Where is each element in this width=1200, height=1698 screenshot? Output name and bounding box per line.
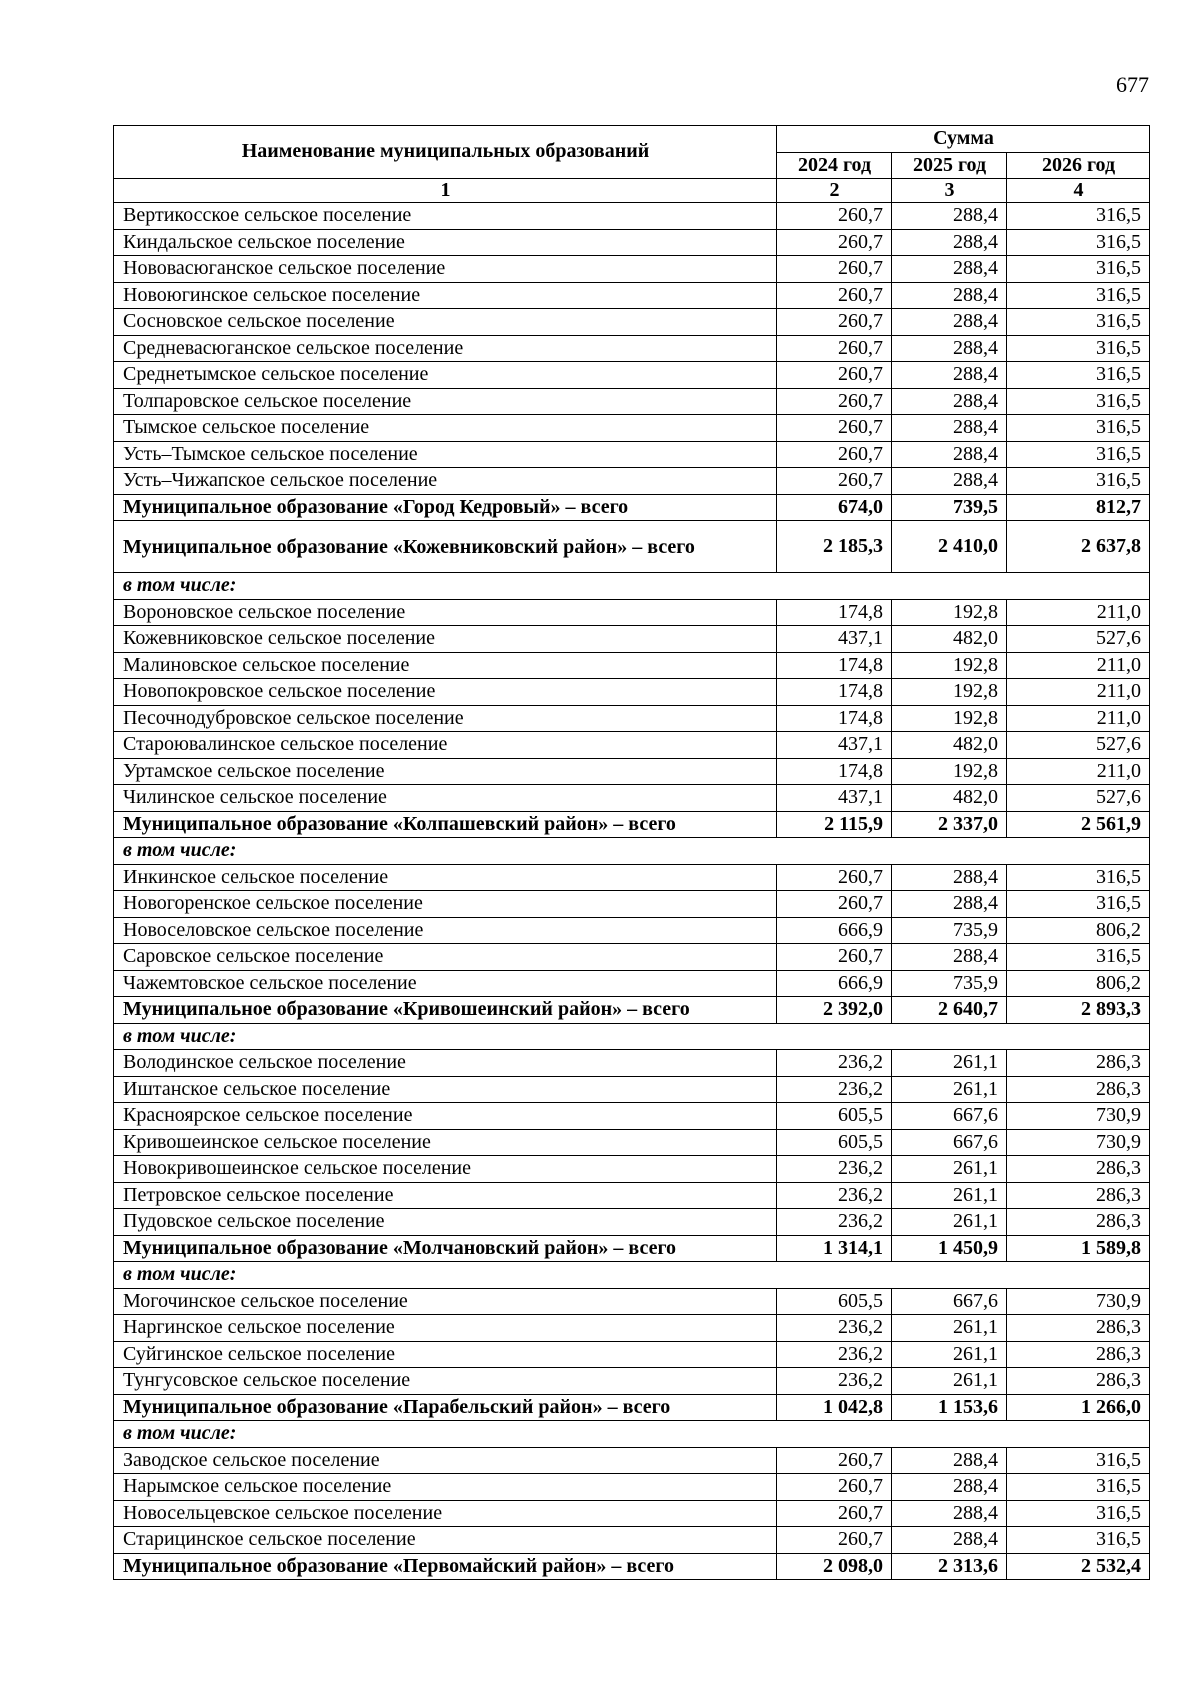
column-number: 2 [777, 179, 892, 203]
total-row [114, 1394, 1150, 1421]
amount-2024: 174,8 [777, 758, 892, 785]
table-body [114, 203, 1150, 1580]
subheading-row [114, 1421, 1150, 1448]
amount-2025: 288,4 [892, 388, 1007, 415]
table-header [114, 126, 1150, 203]
municipality-name: Заводское сельское поселение [114, 1447, 777, 1474]
table-row [114, 970, 1150, 997]
amount-2026: 730,9 [1007, 1103, 1150, 1130]
amount-2024: 174,8 [777, 599, 892, 626]
amount-2025: 288,4 [892, 891, 1007, 918]
table-row [114, 1315, 1150, 1342]
municipality-name: Муниципальное образование «Первомайский район» – всего [114, 1553, 777, 1580]
amount-2024: 666,9 [777, 917, 892, 944]
amount-2024: 2 392,0 [777, 997, 892, 1024]
amount-2025: 261,1 [892, 1156, 1007, 1183]
amount-2026: 286,3 [1007, 1182, 1150, 1209]
amount-2024: 260,7 [777, 1527, 892, 1554]
table-row [114, 1050, 1150, 1077]
amount-2026: 527,6 [1007, 732, 1150, 759]
municipality-name: Саровское сельское поселение [114, 944, 777, 971]
table-row [114, 256, 1150, 283]
subheading-row [114, 838, 1150, 865]
amount-2026: 316,5 [1007, 335, 1150, 362]
amount-2025: 261,1 [892, 1209, 1007, 1236]
amount-2025: 667,6 [892, 1103, 1007, 1130]
amount-2024: 260,7 [777, 388, 892, 415]
amount-2024: 605,5 [777, 1103, 892, 1130]
amount-2024: 1 314,1 [777, 1235, 892, 1262]
budget-table [113, 125, 1150, 1580]
amount-2024: 236,2 [777, 1368, 892, 1395]
municipality-name: Тунгусовское сельское поселение [114, 1368, 777, 1395]
table-row [114, 1368, 1150, 1395]
amount-2025: 735,9 [892, 917, 1007, 944]
municipality-name: Усть–Тымское сельское поселение [114, 441, 777, 468]
amount-2025: 482,0 [892, 732, 1007, 759]
amount-2024: 2 185,3 [777, 521, 892, 573]
municipality-name: Красноярское сельское поселение [114, 1103, 777, 1130]
amount-2025: 667,6 [892, 1288, 1007, 1315]
amount-2026: 211,0 [1007, 679, 1150, 706]
amount-2024: 260,7 [777, 309, 892, 336]
municipality-name: Нововасюганское сельское поселение [114, 256, 777, 283]
municipality-name: Новогоренское сельское поселение [114, 891, 777, 918]
amount-2026: 806,2 [1007, 917, 1150, 944]
municipality-name: Песочнодубровское сельское поселение [114, 705, 777, 732]
amount-2024: 605,5 [777, 1288, 892, 1315]
municipality-name: Чажемтовское сельское поселение [114, 970, 777, 997]
total-row [114, 494, 1150, 521]
amount-2024: 666,9 [777, 970, 892, 997]
amount-2026: 730,9 [1007, 1288, 1150, 1315]
amount-2025: 288,4 [892, 441, 1007, 468]
subheading-label: в том числе: [114, 573, 1150, 600]
table-row [114, 388, 1150, 415]
municipality-name: Толпаровское сельское поселение [114, 388, 777, 415]
table-row [114, 944, 1150, 971]
table-row [114, 652, 1150, 679]
total-row [114, 811, 1150, 838]
municipality-name: Среднетымское сельское поселение [114, 362, 777, 389]
table-row [114, 1341, 1150, 1368]
table-row [114, 362, 1150, 389]
amount-2026: 316,5 [1007, 1474, 1150, 1501]
amount-2025: 288,4 [892, 282, 1007, 309]
municipality-name: Нарымское сельское поселение [114, 1474, 777, 1501]
subheading-label: в том числе: [114, 1421, 1150, 1448]
subheading-label: в том числе: [114, 1262, 1150, 1289]
municipality-name: Старицинское сельское поселение [114, 1527, 777, 1554]
municipality-name: Новокривошеинское сельское поселение [114, 1156, 777, 1183]
amount-2026: 316,5 [1007, 229, 1150, 256]
municipality-name: Муниципальное образование «Кожевниковский район» – всего [114, 521, 777, 573]
amount-2026: 316,5 [1007, 441, 1150, 468]
amount-2024: 260,7 [777, 1500, 892, 1527]
table-row [114, 1156, 1150, 1183]
municipality-name: Муниципальное образование «Парабельский район» – всего [114, 1394, 777, 1421]
amount-2026: 286,3 [1007, 1050, 1150, 1077]
municipality-name: Иштанское сельское поселение [114, 1076, 777, 1103]
amount-2025: 288,4 [892, 362, 1007, 389]
table-row [114, 1209, 1150, 1236]
amount-2025: 261,1 [892, 1368, 1007, 1395]
amount-2026: 286,3 [1007, 1076, 1150, 1103]
amount-2026: 211,0 [1007, 599, 1150, 626]
header-year-2025: 2025 год [892, 152, 1007, 179]
municipality-name: Кривошеинское сельское поселение [114, 1129, 777, 1156]
amount-2024: 260,7 [777, 282, 892, 309]
total-row [114, 1235, 1150, 1262]
amount-2026: 286,3 [1007, 1315, 1150, 1342]
subheading-label: в том числе: [114, 838, 1150, 865]
amount-2025: 482,0 [892, 626, 1007, 653]
amount-2025: 288,4 [892, 1527, 1007, 1554]
municipality-name: Новопокровское сельское поселение [114, 679, 777, 706]
table-row [114, 785, 1150, 812]
amount-2025: 1 153,6 [892, 1394, 1007, 1421]
amount-2026: 806,2 [1007, 970, 1150, 997]
municipality-name: Новосельцевское сельское поселение [114, 1500, 777, 1527]
amount-2024: 236,2 [777, 1156, 892, 1183]
amount-2026: 316,5 [1007, 388, 1150, 415]
table-row [114, 864, 1150, 891]
amount-2026: 316,5 [1007, 282, 1150, 309]
amount-2026: 316,5 [1007, 309, 1150, 336]
amount-2026: 316,5 [1007, 415, 1150, 442]
municipality-name: Инкинское сельское поселение [114, 864, 777, 891]
subheading-label: в том числе: [114, 1023, 1150, 1050]
amount-2024: 236,2 [777, 1182, 892, 1209]
table-row [114, 891, 1150, 918]
amount-2026: 286,3 [1007, 1368, 1150, 1395]
amount-2025: 288,4 [892, 1474, 1007, 1501]
amount-2026: 316,5 [1007, 1527, 1150, 1554]
total-row [114, 521, 1150, 573]
amount-2024: 174,8 [777, 652, 892, 679]
amount-2024: 174,8 [777, 705, 892, 732]
table-row [114, 679, 1150, 706]
amount-2026: 211,0 [1007, 758, 1150, 785]
municipality-name: Чилинское сельское поселение [114, 785, 777, 812]
amount-2024: 260,7 [777, 441, 892, 468]
table-row [114, 1288, 1150, 1315]
amount-2025: 288,4 [892, 864, 1007, 891]
page-number: 677 [1116, 72, 1149, 97]
municipality-name: Сосновское сельское поселение [114, 309, 777, 336]
amount-2025: 288,4 [892, 1447, 1007, 1474]
amount-2024: 437,1 [777, 785, 892, 812]
header-sum: Сумма [777, 126, 1150, 153]
municipality-name: Тымское сельское поселение [114, 415, 777, 442]
amount-2026: 2 893,3 [1007, 997, 1150, 1024]
table-row [114, 1182, 1150, 1209]
table-row [114, 917, 1150, 944]
municipality-name: Вороновское сельское поселение [114, 599, 777, 626]
amount-2024: 260,7 [777, 256, 892, 283]
table-row [114, 705, 1150, 732]
municipality-name: Петровское сельское поселение [114, 1182, 777, 1209]
amount-2024: 2 115,9 [777, 811, 892, 838]
amount-2024: 1 042,8 [777, 1394, 892, 1421]
amount-2026: 527,6 [1007, 785, 1150, 812]
table-row [114, 441, 1150, 468]
municipality-name: Уртамское сельское поселение [114, 758, 777, 785]
amount-2025: 261,1 [892, 1050, 1007, 1077]
amount-2026: 316,5 [1007, 203, 1150, 230]
subheading-row [114, 573, 1150, 600]
amount-2025: 288,4 [892, 203, 1007, 230]
amount-2026: 1 589,8 [1007, 1235, 1150, 1262]
table-row [114, 1500, 1150, 1527]
table-row [114, 1474, 1150, 1501]
amount-2024: 260,7 [777, 335, 892, 362]
table-row [114, 335, 1150, 362]
amount-2025: 2 640,7 [892, 997, 1007, 1024]
amount-2026: 286,3 [1007, 1209, 1150, 1236]
municipality-name: Вертикосское сельское поселение [114, 203, 777, 230]
amount-2026: 211,0 [1007, 705, 1150, 732]
amount-2026: 211,0 [1007, 652, 1150, 679]
amount-2024: 260,7 [777, 415, 892, 442]
amount-2025: 288,4 [892, 1500, 1007, 1527]
amount-2025: 2 410,0 [892, 521, 1007, 573]
municipality-name: Суйгинское сельское поселение [114, 1341, 777, 1368]
municipality-name: Малиновское сельское поселение [114, 652, 777, 679]
amount-2024: 2 098,0 [777, 1553, 892, 1580]
amount-2026: 2 561,9 [1007, 811, 1150, 838]
table-row [114, 1103, 1150, 1130]
municipality-name: Новоюгинское сельское поселение [114, 282, 777, 309]
amount-2025: 1 450,9 [892, 1235, 1007, 1262]
municipality-name: Средневасюганское сельское поселение [114, 335, 777, 362]
header-name: Наименование муниципальных образований [114, 126, 777, 179]
column-number: 1 [114, 179, 777, 203]
table-row [114, 626, 1150, 653]
amount-2024: 260,7 [777, 1447, 892, 1474]
amount-2025: 288,4 [892, 944, 1007, 971]
amount-2024: 260,7 [777, 468, 892, 495]
amount-2025: 261,1 [892, 1182, 1007, 1209]
amount-2024: 605,5 [777, 1129, 892, 1156]
amount-2024: 260,7 [777, 891, 892, 918]
amount-2024: 260,7 [777, 864, 892, 891]
municipality-name: Пудовское сельское поселение [114, 1209, 777, 1236]
table-row [114, 1076, 1150, 1103]
municipality-name: Володинское сельское поселение [114, 1050, 777, 1077]
amount-2024: 236,2 [777, 1315, 892, 1342]
amount-2026: 2 637,8 [1007, 521, 1150, 573]
amount-2026: 316,5 [1007, 256, 1150, 283]
table-row [114, 1527, 1150, 1554]
subheading-row [114, 1262, 1150, 1289]
amount-2025: 192,8 [892, 758, 1007, 785]
amount-2025: 288,4 [892, 468, 1007, 495]
municipality-name: Муниципальное образование «Кривошеинский район» – всего [114, 997, 777, 1024]
amount-2025: 667,6 [892, 1129, 1007, 1156]
amount-2026: 316,5 [1007, 944, 1150, 971]
table-row [114, 282, 1150, 309]
municipality-name: Новоселовское сельское поселение [114, 917, 777, 944]
amount-2024: 236,2 [777, 1076, 892, 1103]
amount-2025: 261,1 [892, 1315, 1007, 1342]
table-row [114, 309, 1150, 336]
amount-2024: 437,1 [777, 732, 892, 759]
table-row [114, 1129, 1150, 1156]
amount-2025: 261,1 [892, 1341, 1007, 1368]
amount-2026: 2 532,4 [1007, 1553, 1150, 1580]
header-year-2024: 2024 год [777, 152, 892, 179]
amount-2025: 2 313,6 [892, 1553, 1007, 1580]
municipality-name: Муниципальное образование «Молчановский район» – всего [114, 1235, 777, 1262]
municipality-name: Могочинское сельское поселение [114, 1288, 777, 1315]
amount-2026: 316,5 [1007, 468, 1150, 495]
amount-2025: 739,5 [892, 494, 1007, 521]
amount-2026: 286,3 [1007, 1341, 1150, 1368]
amount-2026: 812,7 [1007, 494, 1150, 521]
subheading-row [114, 1023, 1150, 1050]
amount-2025: 288,4 [892, 229, 1007, 256]
amount-2025: 192,8 [892, 679, 1007, 706]
municipality-name: Муниципальное образование «Колпашевский район» – всего [114, 811, 777, 838]
amount-2024: 260,7 [777, 944, 892, 971]
amount-2024: 236,2 [777, 1209, 892, 1236]
amount-2025: 735,9 [892, 970, 1007, 997]
amount-2025: 2 337,0 [892, 811, 1007, 838]
amount-2024: 260,7 [777, 203, 892, 230]
amount-2026: 316,5 [1007, 1500, 1150, 1527]
amount-2024: 236,2 [777, 1050, 892, 1077]
amount-2025: 288,4 [892, 335, 1007, 362]
table-row [114, 203, 1150, 230]
column-number: 3 [892, 179, 1007, 203]
total-row [114, 997, 1150, 1024]
column-number: 4 [1007, 179, 1150, 203]
amount-2026: 316,5 [1007, 362, 1150, 389]
table-row [114, 732, 1150, 759]
amount-2024: 437,1 [777, 626, 892, 653]
amount-2025: 288,4 [892, 256, 1007, 283]
amount-2025: 192,8 [892, 599, 1007, 626]
header-year-2026: 2026 год [1007, 152, 1150, 179]
municipality-name: Староювалинское сельское поселение [114, 732, 777, 759]
amount-2025: 192,8 [892, 652, 1007, 679]
amount-2024: 260,7 [777, 1474, 892, 1501]
amount-2026: 316,5 [1007, 891, 1150, 918]
amount-2024: 260,7 [777, 362, 892, 389]
municipality-name: Кожевниковское сельское поселение [114, 626, 777, 653]
table-row [114, 758, 1150, 785]
amount-2026: 730,9 [1007, 1129, 1150, 1156]
amount-2024: 260,7 [777, 229, 892, 256]
amount-2025: 192,8 [892, 705, 1007, 732]
municipality-name: Наргинское сельское поселение [114, 1315, 777, 1342]
table-row [114, 229, 1150, 256]
amount-2026: 286,3 [1007, 1156, 1150, 1183]
table-row [114, 1447, 1150, 1474]
amount-2026: 316,5 [1007, 864, 1150, 891]
amount-2026: 1 266,0 [1007, 1394, 1150, 1421]
municipality-name: Киндальское сельское поселение [114, 229, 777, 256]
amount-2024: 236,2 [777, 1341, 892, 1368]
table-row [114, 599, 1150, 626]
amount-2025: 261,1 [892, 1076, 1007, 1103]
table-row [114, 468, 1150, 495]
amount-2025: 482,0 [892, 785, 1007, 812]
municipality-name: Муниципальное образование «Город Кедровый» – всего [114, 494, 777, 521]
amount-2025: 288,4 [892, 415, 1007, 442]
amount-2024: 674,0 [777, 494, 892, 521]
total-row [114, 1553, 1150, 1580]
amount-2026: 316,5 [1007, 1447, 1150, 1474]
amount-2024: 174,8 [777, 679, 892, 706]
amount-2026: 527,6 [1007, 626, 1150, 653]
municipality-name: Усть–Чижапское сельское поселение [114, 468, 777, 495]
table-row [114, 415, 1150, 442]
amount-2025: 288,4 [892, 309, 1007, 336]
